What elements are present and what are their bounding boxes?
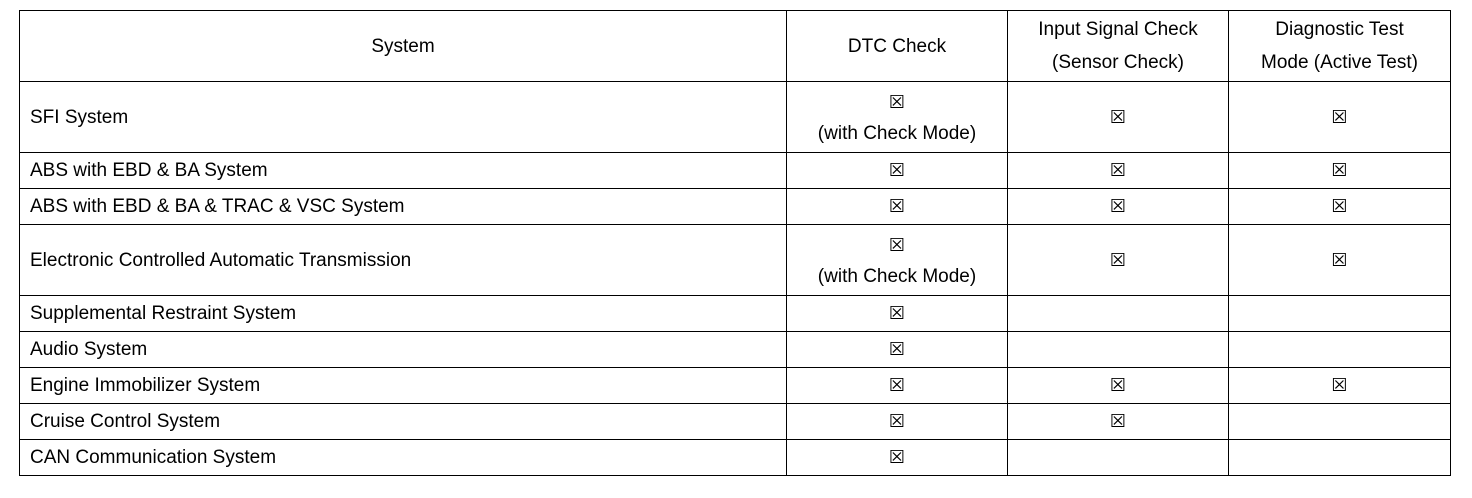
active-test-cell (1229, 332, 1451, 368)
active-test-cell (1229, 296, 1451, 332)
dtc-check-cell (787, 368, 1008, 404)
check-mode-note: (with Check Mode) (817, 122, 977, 144)
system-name-cell: CAN Communication System (20, 440, 787, 476)
check-mark-icon: ☒ (1331, 196, 1348, 217)
check-mark-icon: ☒ (1331, 375, 1348, 396)
table-row (20, 296, 1451, 332)
system-name-cell: Audio System (20, 332, 787, 368)
system-name-cell: ABS with EBD & BA System (20, 153, 787, 189)
active-test-cell (1229, 368, 1451, 404)
header-active-test-line2: Mode (Active Test) (1261, 52, 1418, 73)
active-test-cell (1229, 404, 1451, 440)
system-name-cell: Electronic Controlled Automatic Transmission (20, 225, 787, 296)
active-test-cell (1229, 225, 1451, 296)
input-signal-check-cell (1008, 440, 1229, 476)
dtc-check-cell (787, 440, 1008, 476)
check-mark-icon: ☒ (888, 196, 906, 217)
dtc-check-cell (787, 404, 1008, 440)
system-name-cell: SFI System (20, 82, 787, 153)
check-mark-icon: ☒ (1109, 249, 1127, 271)
system-name-cell: Engine Immobilizer System (20, 368, 787, 404)
table-body (20, 82, 1451, 476)
header-input-signal-check (1008, 11, 1229, 82)
dtc-check-cell (787, 153, 1008, 189)
dtc-check-cell (787, 332, 1008, 368)
dtc-check-cell (787, 189, 1008, 225)
check-mark-icon: ☒ (1331, 249, 1348, 271)
header-dtc-check: DTC Check (787, 11, 1008, 82)
check-mode-note: (with Check Mode) (817, 265, 977, 287)
check-mark-icon: ☒ (888, 447, 906, 468)
input-signal-check-cell (1008, 189, 1229, 225)
check-mark-icon: ☒ (888, 339, 906, 360)
input-signal-check-cell (1008, 404, 1229, 440)
input-signal-check-cell (1008, 153, 1229, 189)
header-system: System (20, 11, 787, 82)
active-test-cell (1229, 153, 1451, 189)
table-header-row (20, 11, 1451, 82)
table-row (20, 440, 1451, 476)
input-signal-check-cell (1008, 332, 1229, 368)
active-test-cell (1229, 189, 1451, 225)
check-mark-icon: ☒ (888, 411, 906, 432)
system-name-cell: Supplemental Restraint System (20, 296, 787, 332)
input-signal-check-cell (1008, 82, 1229, 153)
dtc-check-cell (787, 296, 1008, 332)
header-input-signal-line2: (Sensor Check) (1052, 52, 1184, 73)
table-row (20, 368, 1451, 404)
system-name-cell: Cruise Control System (20, 404, 787, 440)
check-mark-icon: ☒ (888, 303, 906, 324)
check-mark-icon: ☒ (888, 234, 906, 256)
check-mark-icon: ☒ (1109, 106, 1127, 128)
active-test-cell (1229, 82, 1451, 153)
input-signal-check-cell (1008, 296, 1229, 332)
input-signal-check-cell (1008, 225, 1229, 296)
table-row (20, 332, 1451, 368)
check-mark-icon: ☒ (1331, 160, 1348, 181)
system-name-cell: ABS with EBD & BA & TRAC & VSC System (20, 189, 787, 225)
diagnostic-function-table (19, 10, 1451, 476)
check-mark-icon: ☒ (1109, 160, 1127, 181)
table-row (20, 225, 1451, 296)
check-mark-icon: ☒ (1109, 196, 1127, 217)
header-active-test (1229, 11, 1451, 82)
table-row (20, 189, 1451, 225)
check-mark-icon: ☒ (888, 375, 906, 396)
table-row (20, 82, 1451, 153)
header-active-test-line1: Diagnostic Test (1275, 19, 1404, 40)
dtc-check-cell (787, 225, 1008, 296)
input-signal-check-cell (1008, 368, 1229, 404)
check-mark-icon: ☒ (1331, 106, 1348, 128)
active-test-cell (1229, 440, 1451, 476)
dtc-check-cell (787, 82, 1008, 153)
table-row (20, 404, 1451, 440)
check-mark-icon: ☒ (888, 160, 906, 181)
header-input-signal-line1: Input Signal Check (1038, 19, 1198, 40)
check-mark-icon: ☒ (1109, 375, 1127, 396)
check-mark-icon: ☒ (1109, 411, 1127, 432)
table-row (20, 153, 1451, 189)
check-mark-icon: ☒ (888, 91, 906, 113)
